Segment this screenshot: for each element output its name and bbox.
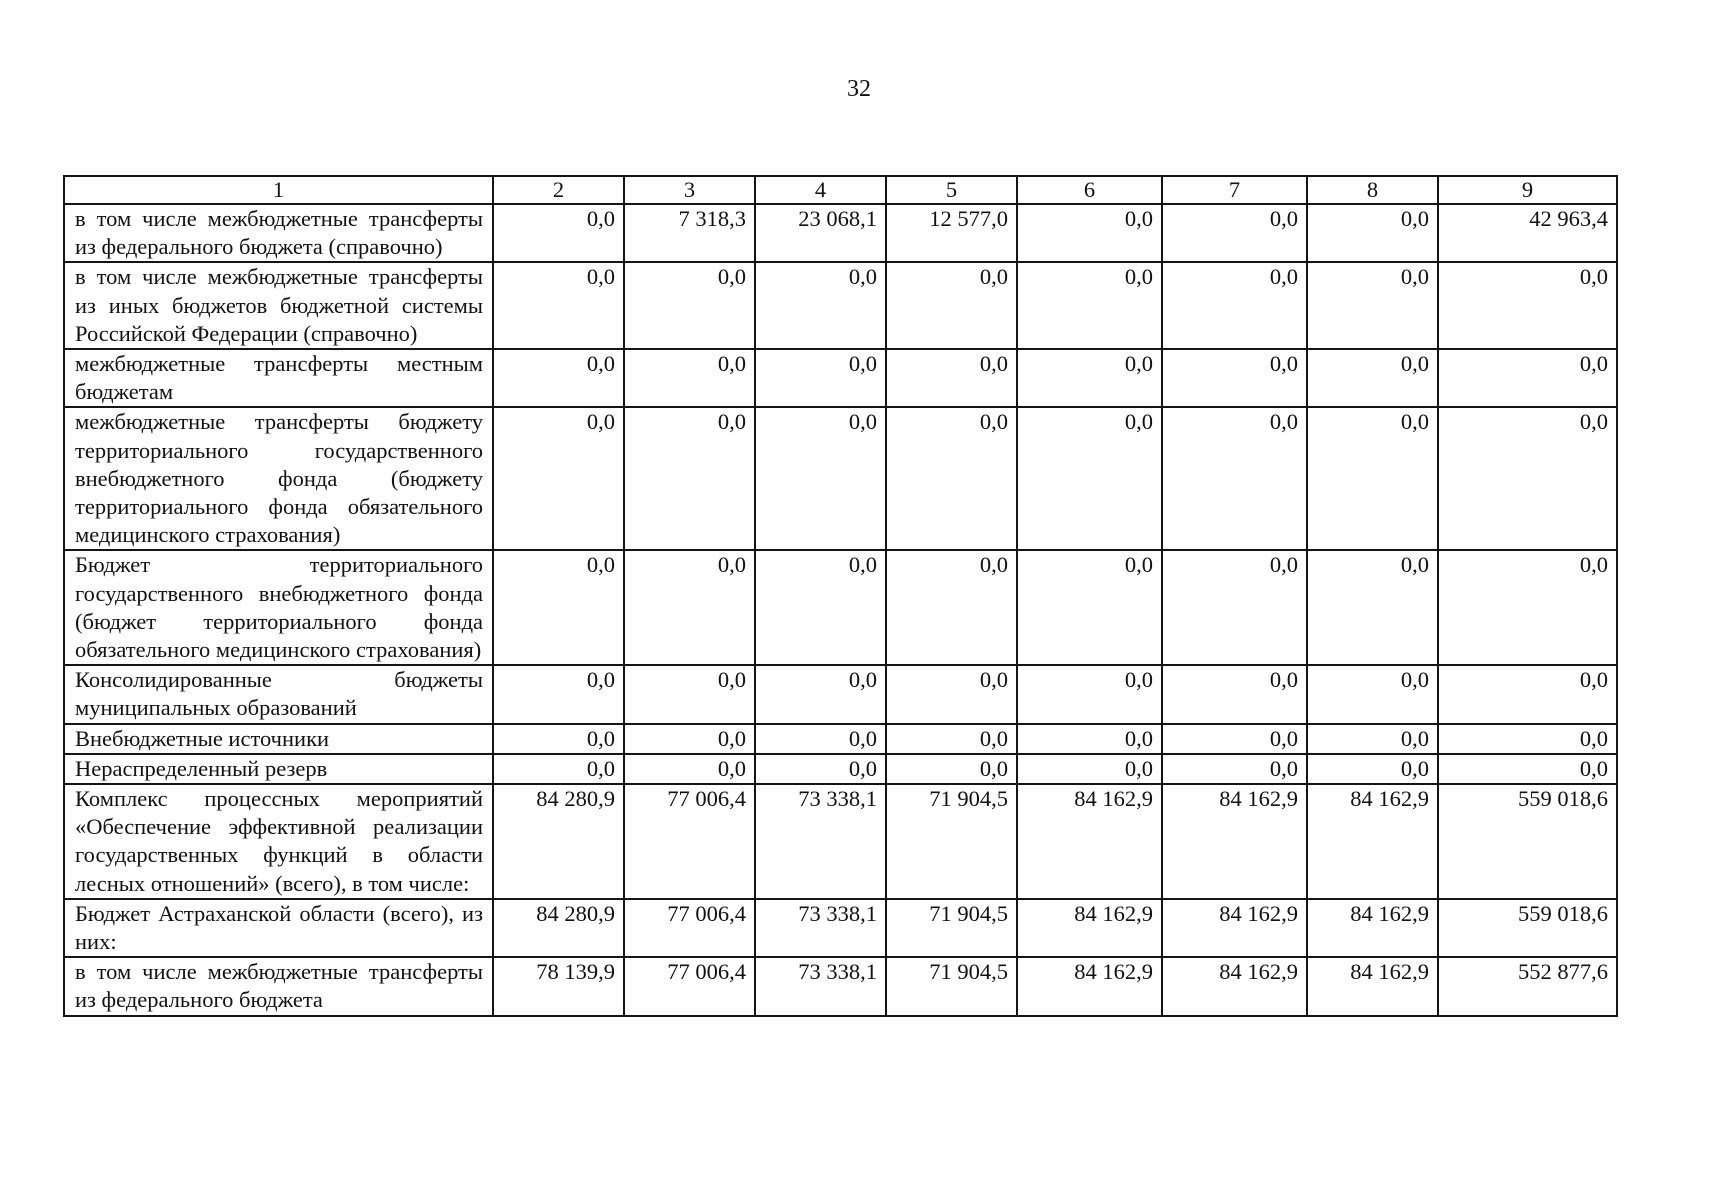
value-cell: 0,0: [755, 754, 886, 784]
value-cell: 84 162,9: [1162, 899, 1307, 957]
budget-table-container: [63, 175, 1616, 1017]
value-cell: 84 162,9: [1017, 899, 1162, 957]
value-cell: 0,0: [1017, 407, 1162, 550]
value-cell: 0,0: [1017, 724, 1162, 754]
value-cell: 73 338,1: [755, 784, 886, 899]
column-header: 2: [493, 176, 624, 204]
column-header: 3: [624, 176, 755, 204]
table-row: [64, 724, 1617, 754]
table-row: [64, 349, 1617, 407]
value-cell: 0,0: [1438, 407, 1617, 550]
value-cell: 0,0: [886, 724, 1017, 754]
column-number-row: [64, 176, 1617, 204]
value-cell: 78 139,9: [493, 957, 624, 1015]
value-cell: 0,0: [493, 550, 624, 665]
value-cell: 0,0: [1162, 754, 1307, 784]
row-label-cell: Комплекс процессных мероприятий «Обеспечение эффективной реализации государственных функций в области лесных отношений» (всего), в том числе:: [64, 784, 493, 899]
value-cell: 0,0: [624, 665, 755, 723]
column-header: 6: [1017, 176, 1162, 204]
value-cell: 0,0: [755, 407, 886, 550]
row-label-cell: Внебюджетные источники: [64, 724, 493, 754]
value-cell: 77 006,4: [624, 957, 755, 1015]
row-label-cell: Консолидированные бюджеты муниципальных образований: [64, 665, 493, 723]
column-header: 5: [886, 176, 1017, 204]
value-cell: 0,0: [1307, 407, 1438, 550]
value-cell: 0,0: [1162, 262, 1307, 349]
row-label-cell: межбюджетные трансферты бюджету территориального государственного внебюджетного фонда (бюджету территориального фонда обязательного медицинского страхования): [64, 407, 493, 550]
value-cell: 0,0: [886, 262, 1017, 349]
value-cell: 0,0: [886, 754, 1017, 784]
value-cell: 0,0: [1017, 204, 1162, 262]
budget-table: [63, 175, 1618, 1017]
value-cell: 77 006,4: [624, 899, 755, 957]
table-body: [64, 204, 1617, 1016]
value-cell: 84 162,9: [1017, 784, 1162, 899]
value-cell: 0,0: [886, 550, 1017, 665]
value-cell: 84 162,9: [1307, 957, 1438, 1015]
value-cell: 0,0: [1162, 550, 1307, 665]
value-cell: 0,0: [886, 349, 1017, 407]
value-cell: 0,0: [493, 204, 624, 262]
value-cell: 84 162,9: [1162, 957, 1307, 1015]
table-row: [64, 204, 1617, 262]
value-cell: 0,0: [1017, 349, 1162, 407]
value-cell: 73 338,1: [755, 957, 886, 1015]
value-cell: 0,0: [1307, 349, 1438, 407]
table-row: [64, 550, 1617, 665]
value-cell: 7 318,3: [624, 204, 755, 262]
value-cell: 0,0: [1438, 349, 1617, 407]
value-cell: 0,0: [755, 349, 886, 407]
value-cell: 552 877,6: [1438, 957, 1617, 1015]
column-header: 7: [1162, 176, 1307, 204]
column-header: 4: [755, 176, 886, 204]
value-cell: 77 006,4: [624, 784, 755, 899]
value-cell: 84 162,9: [1017, 957, 1162, 1015]
value-cell: 0,0: [755, 665, 886, 723]
value-cell: 0,0: [1438, 724, 1617, 754]
value-cell: 0,0: [1162, 724, 1307, 754]
value-cell: 0,0: [1438, 665, 1617, 723]
value-cell: 0,0: [1307, 262, 1438, 349]
value-cell: 0,0: [1307, 665, 1438, 723]
table-row: [64, 262, 1617, 349]
value-cell: 71 904,5: [886, 784, 1017, 899]
value-cell: 0,0: [493, 665, 624, 723]
value-cell: 0,0: [755, 550, 886, 665]
value-cell: 0,0: [1307, 754, 1438, 784]
row-label-cell: Нераспределенный резерв: [64, 754, 493, 784]
value-cell: 0,0: [1438, 754, 1617, 784]
value-cell: 0,0: [1017, 550, 1162, 665]
value-cell: 0,0: [1162, 665, 1307, 723]
value-cell: 84 162,9: [1307, 899, 1438, 957]
row-label-cell: в том числе межбюджетные трансферты из федерального бюджета: [64, 957, 493, 1015]
value-cell: 84 162,9: [1307, 784, 1438, 899]
value-cell: 0,0: [1162, 407, 1307, 550]
value-cell: 0,0: [493, 407, 624, 550]
value-cell: 23 068,1: [755, 204, 886, 262]
value-cell: 0,0: [1307, 204, 1438, 262]
value-cell: 0,0: [624, 349, 755, 407]
value-cell: 0,0: [1438, 262, 1617, 349]
value-cell: 84 162,9: [1162, 784, 1307, 899]
row-label-cell: в том числе межбюджетные трансферты из иных бюджетов бюджетной системы Российской Федерации (справочно): [64, 262, 493, 349]
value-cell: 0,0: [1017, 262, 1162, 349]
value-cell: 84 280,9: [493, 899, 624, 957]
table-row: [64, 784, 1617, 899]
table-row: [64, 899, 1617, 957]
value-cell: 0,0: [1017, 754, 1162, 784]
table-row: [64, 665, 1617, 723]
value-cell: 42 963,4: [1438, 204, 1617, 262]
value-cell: 559 018,6: [1438, 784, 1617, 899]
value-cell: 71 904,5: [886, 899, 1017, 957]
value-cell: 0,0: [1162, 349, 1307, 407]
value-cell: 0,0: [1307, 724, 1438, 754]
value-cell: 12 577,0: [886, 204, 1017, 262]
value-cell: 0,0: [493, 262, 624, 349]
value-cell: 0,0: [886, 407, 1017, 550]
value-cell: 0,0: [1017, 665, 1162, 723]
column-header: 9: [1438, 176, 1617, 204]
value-cell: 0,0: [755, 262, 886, 349]
value-cell: 0,0: [493, 724, 624, 754]
value-cell: 0,0: [624, 407, 755, 550]
value-cell: 0,0: [1438, 550, 1617, 665]
table-row: [64, 957, 1617, 1015]
value-cell: 0,0: [493, 754, 624, 784]
value-cell: 559 018,6: [1438, 899, 1617, 957]
value-cell: 0,0: [886, 665, 1017, 723]
value-cell: 84 280,9: [493, 784, 624, 899]
row-label-cell: Бюджет территориального государственного внебюджетного фонда (бюджет территориального фонда обязательного медицинского страхования): [64, 550, 493, 665]
value-cell: 73 338,1: [755, 899, 886, 957]
value-cell: 0,0: [1162, 204, 1307, 262]
row-label-cell: Бюджет Астраханской области (всего), из них:: [64, 899, 493, 957]
column-header: 1: [64, 176, 493, 204]
column-header: 8: [1307, 176, 1438, 204]
table-row: [64, 754, 1617, 784]
value-cell: 0,0: [1307, 550, 1438, 665]
table-row: [64, 407, 1617, 550]
value-cell: 71 904,5: [886, 957, 1017, 1015]
row-label-cell: в том числе межбюджетные трансферты из федерального бюджета (справочно): [64, 204, 493, 262]
value-cell: 0,0: [624, 262, 755, 349]
value-cell: 0,0: [624, 550, 755, 665]
row-label-cell: межбюджетные трансферты местным бюджетам: [64, 349, 493, 407]
page-number: 32: [847, 76, 871, 102]
value-cell: 0,0: [493, 349, 624, 407]
value-cell: 0,0: [624, 754, 755, 784]
value-cell: 0,0: [755, 724, 886, 754]
value-cell: 0,0: [624, 724, 755, 754]
